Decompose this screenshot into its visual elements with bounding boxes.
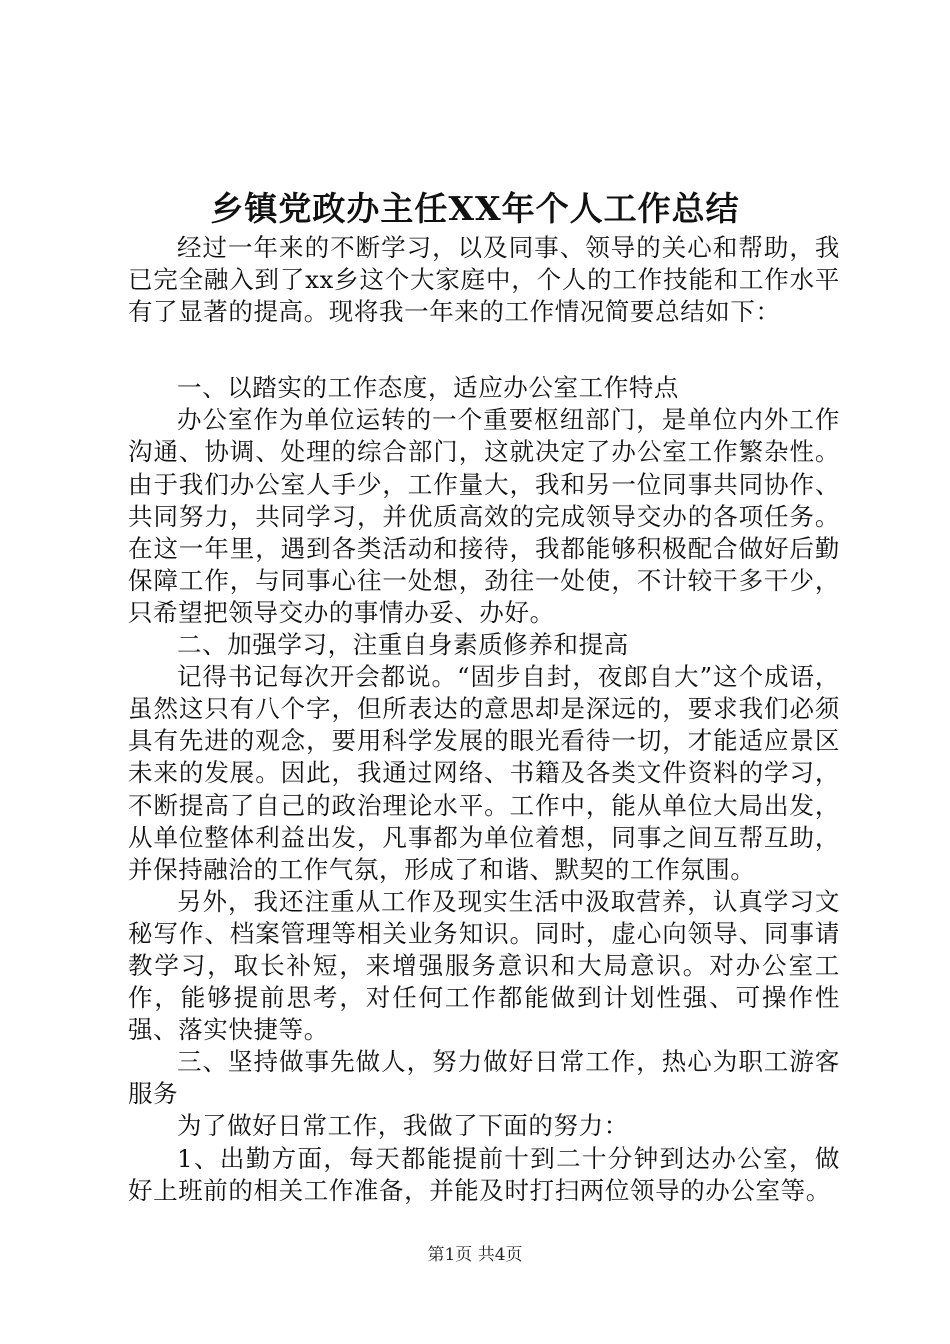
section-heading-1: 一、以踏实的工作态度，适应办公室工作特点 — [177, 373, 679, 403]
body-paragraph: 为了做好日常工作，我做了下面的努力： — [177, 1111, 629, 1141]
document-title: 乡镇党政办主任XX年个人工作总结 — [210, 189, 740, 228]
intro-paragraph: 经过一年来的不断学习，以及同事、领导的关心和帮助，我已完全融入到了xx乡这个大家庭中，个人的工作技能和工作水平有了显著的提高。现将我一年来的工作情况简要总结如下： — [128, 233, 840, 327]
blank-line — [128, 328, 840, 372]
body-paragraph: 办公室作为单位运转的一个重要枢纽部门，是单位内外工作沟通、协调、处理的综合部门，这就决定了办公室工作繁杂性。由于我们办公室人手少，工作量大，我和另一位同事共同协作、共同努力，共同学习，并优质高效的完成领导交办的各项任务。在这一年里，遇到各类活动和接待，我都能够积极配合做好后勤保障工作，与同事心往一处想，劲往一处使，不计较干多干少，只希望把领导交办的事情办妥、办好。 — [128, 405, 840, 627]
list-item-paragraph: 1、出勤方面，每天都能提前十到二十分钟到达办公室，做好上班前的相关工作准备，并能及时打扫两位领导的办公室等。 — [128, 1143, 840, 1205]
section-heading-3: 三、坚持做事先做人，努力做好日常工作，热心为职工游客服务 — [128, 1047, 840, 1109]
page-number-footer: 第1页 共4页 — [427, 1245, 523, 1265]
body-paragraph: 记得书记每次开会都说。“固步自封，夜郎自大”这个成语，虽然这只有八个字，但所表达的意思却是深远的，要求我们必须具有先进的观念，要用科学发展的眼光看待一切，才能适应景区未来的发展。因此，我通过网络、书籍及各类文件资料的学习，不断提高了自己的政治理论水平。工作中，能从单位大局出发，从单位整体利益出发，凡事都为单位着想，同事之间互帮互助，并保持融洽的工作气氛，形成了和谐、默契的工作氛围。 — [128, 662, 840, 884]
section-heading-2: 二、加强学习，注重自身素质修养和提高 — [177, 630, 629, 660]
document-body — [128, 232, 840, 1207]
body-paragraph: 另外，我还注重从工作及现实生活中汲取营养，认真学习文秘写作、档案管理等相关业务知识。同时，虚心向领导、同事请教学习，取长补短，来增强服务意识和大局意识。对办公室工作，能够提前思考，对任何工作都能做到计划性强、可操作性强、落实快捷等。 — [128, 886, 840, 1045]
